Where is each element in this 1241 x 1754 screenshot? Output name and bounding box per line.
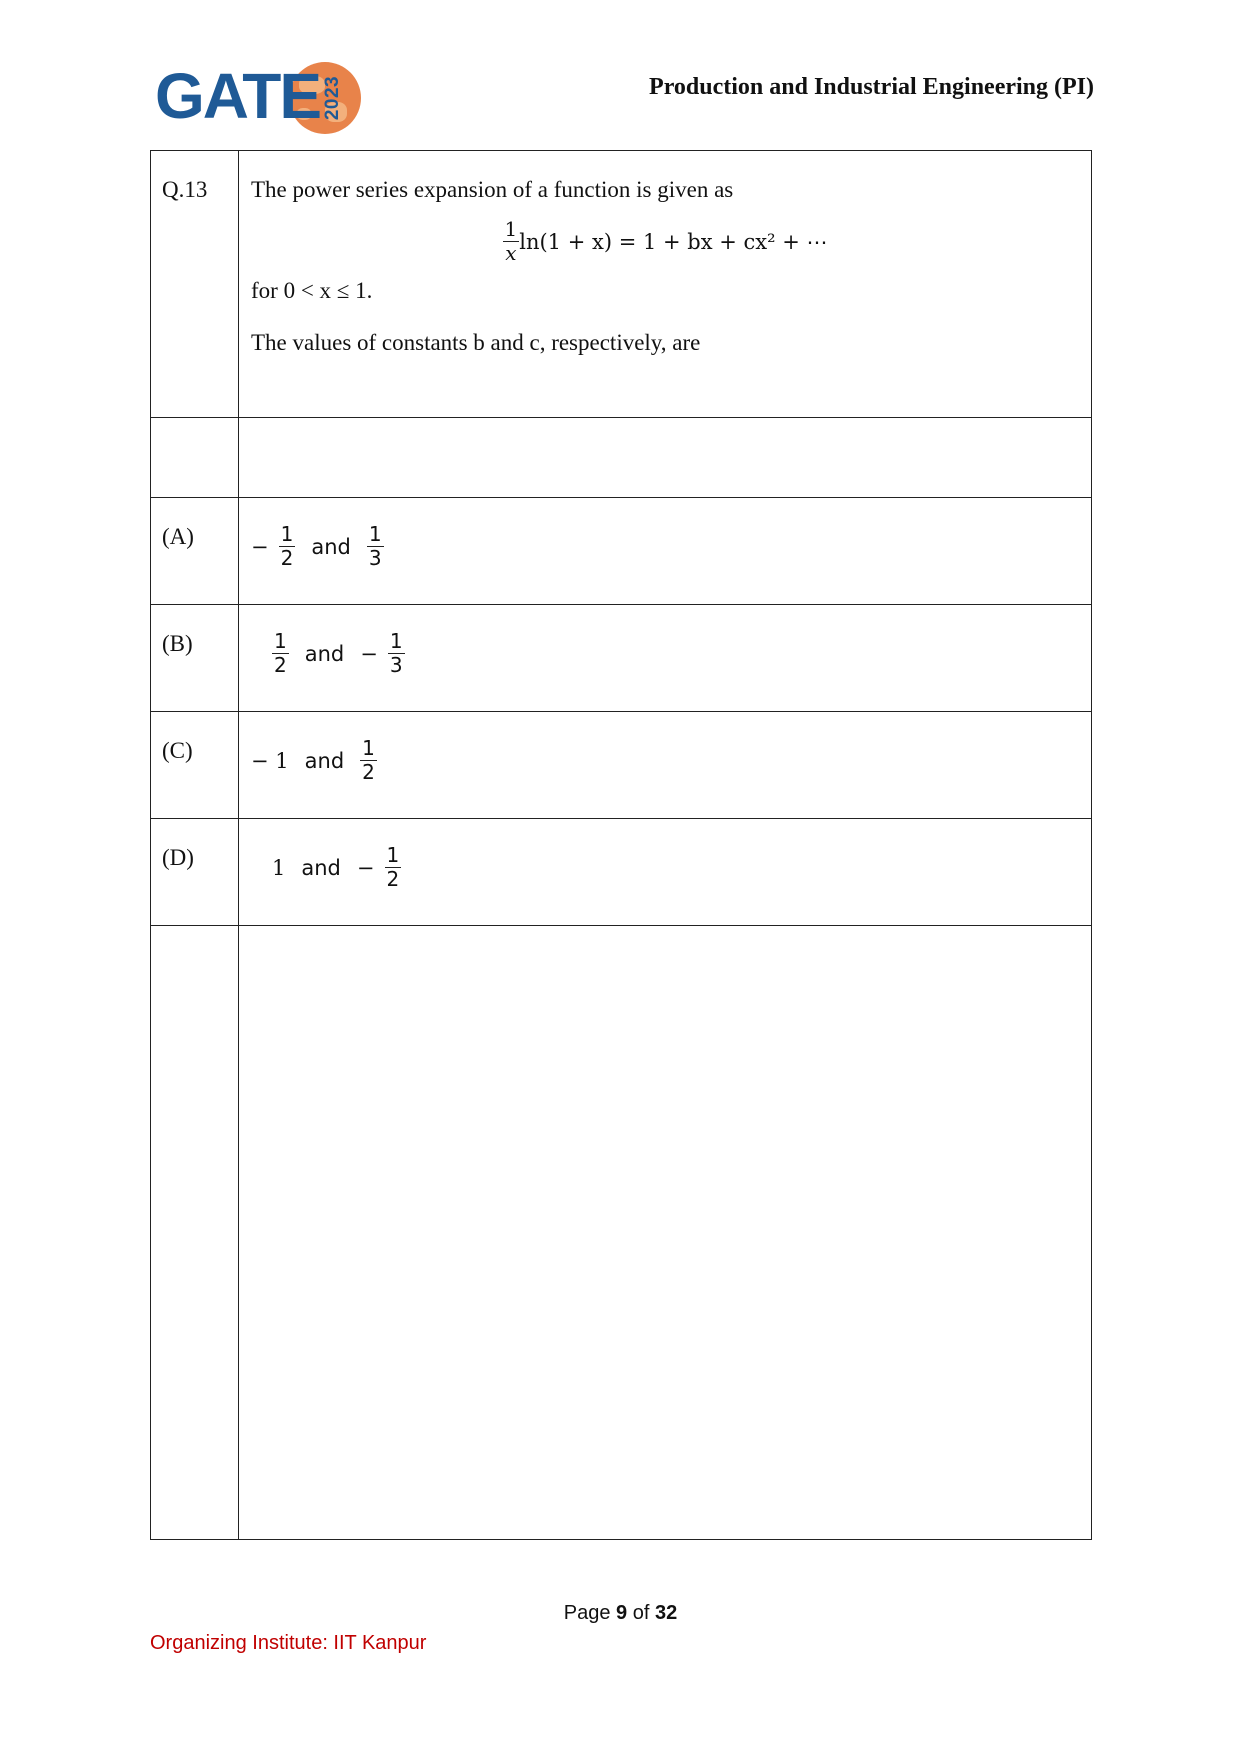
question-condition: for 0 < x ≤ 1. bbox=[251, 278, 373, 303]
option-d-text[interactable] bbox=[251, 845, 1079, 890]
option-b-den1: 2 bbox=[274, 653, 287, 677]
option-c-den2: 2 bbox=[362, 760, 375, 784]
option-b-text[interactable] bbox=[251, 631, 1079, 676]
logo-year: 2023 bbox=[322, 75, 343, 121]
option-d-value1: 1 bbox=[272, 855, 286, 880]
question-intro: The power series expansion of a function is given as bbox=[251, 177, 734, 202]
option-row-c bbox=[151, 712, 1092, 819]
option-c-num2: 1 bbox=[362, 736, 375, 760]
blank-row bbox=[151, 418, 1092, 498]
question-table bbox=[150, 150, 1092, 1540]
question-prompt: The values of constants b and c, respectively, are bbox=[251, 330, 701, 355]
option-label-d: (D) bbox=[162, 845, 194, 870]
option-c-value1: − 1 bbox=[251, 748, 289, 773]
option-c-joiner: and bbox=[304, 748, 345, 773]
equation-rhs: ln(1 + x) = 1 + bx + cx² + ⋯ bbox=[519, 229, 828, 254]
workspace-row bbox=[151, 926, 1092, 1540]
option-b-num1: 1 bbox=[274, 629, 287, 653]
option-b-num2: 1 bbox=[389, 629, 403, 653]
option-a-num1: 1 bbox=[280, 522, 294, 546]
page-prefix: Page bbox=[563, 1602, 611, 1624]
option-a-num2: 1 bbox=[368, 522, 382, 546]
option-a-joiner: and bbox=[311, 534, 351, 559]
option-row-a bbox=[151, 498, 1092, 605]
option-c-text[interactable] bbox=[251, 738, 1079, 783]
page-number bbox=[0, 1602, 1241, 1625]
option-a-text[interactable] bbox=[251, 524, 1079, 569]
option-label-c: (C) bbox=[162, 738, 193, 763]
page-total: 32 bbox=[654, 1602, 678, 1624]
option-b-sign2: − bbox=[360, 641, 378, 666]
paper-title: Production and Industrial Engineering (PI) bbox=[649, 74, 1094, 100]
option-d-num2: 1 bbox=[386, 843, 400, 867]
organizing-institute: Organizing Institute: IIT Kanpur bbox=[150, 1632, 427, 1654]
option-d-joiner: and bbox=[301, 855, 341, 880]
option-b-den2: 3 bbox=[389, 653, 403, 677]
equation-fraction bbox=[503, 219, 520, 264]
option-a-den1: 2 bbox=[280, 546, 294, 570]
option-d-sign2: − bbox=[356, 855, 375, 880]
option-label-b: (B) bbox=[162, 631, 193, 656]
option-row-d bbox=[151, 819, 1092, 926]
option-d-den2: 2 bbox=[386, 867, 400, 891]
question-row bbox=[151, 151, 1092, 418]
logo-text: GATE bbox=[155, 60, 321, 132]
page-current: 9 bbox=[616, 1602, 628, 1624]
page-of: of bbox=[632, 1602, 650, 1624]
question-number: Q.13 bbox=[162, 177, 208, 202]
option-row-b bbox=[151, 605, 1092, 712]
option-b-joiner: and bbox=[304, 641, 345, 666]
option-a-den2: 3 bbox=[368, 546, 382, 570]
gate-logo bbox=[155, 60, 355, 140]
equation-frac-den: x bbox=[505, 241, 517, 265]
question-equation bbox=[251, 219, 1079, 264]
option-a-sign1: − bbox=[251, 534, 269, 559]
equation-frac-num: 1 bbox=[504, 217, 518, 241]
option-label-a: (A) bbox=[162, 524, 194, 549]
